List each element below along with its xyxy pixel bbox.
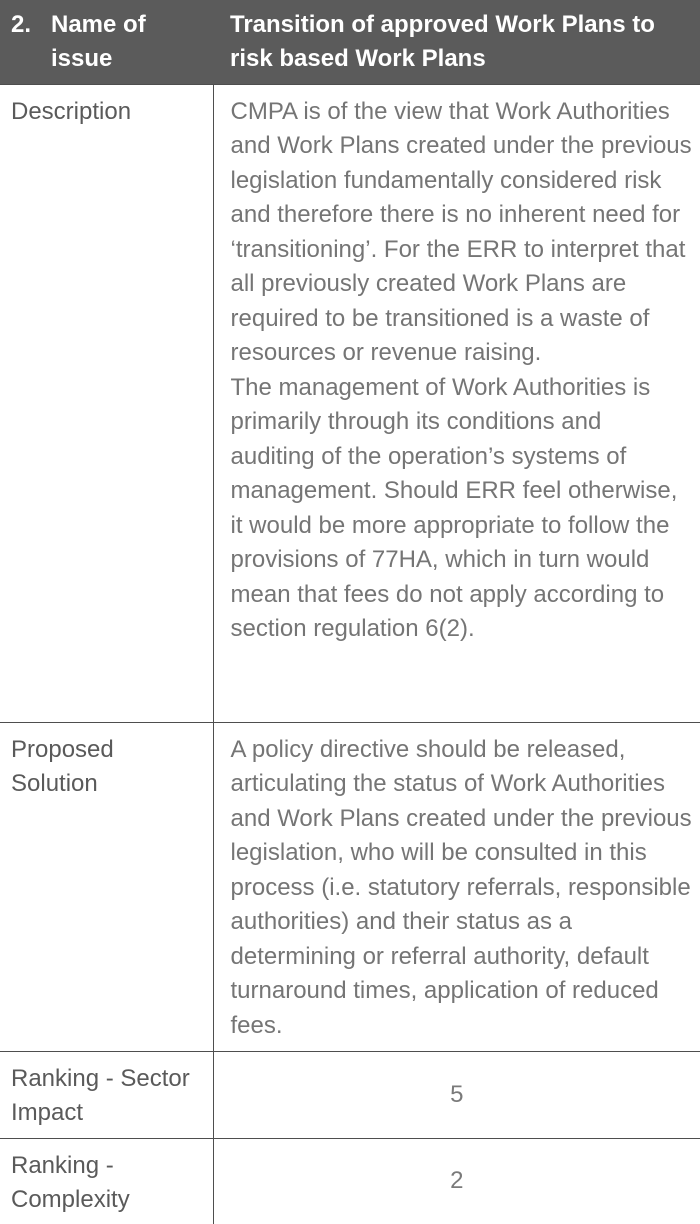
proposed-solution-label: Proposed Solution [0, 722, 213, 1051]
complexity-label: Ranking - Complexity [0, 1138, 213, 1224]
table-row-proposed-solution [0, 722, 700, 1051]
table-row-complexity [0, 1138, 700, 1224]
description-paragraph-1: CMPA is of the view that Work Authorities and Work Plans created under the previous legislation fundamentally considered risk and therefore there is no inherent need for ‘transitioning’. For the ERR to interpret that all previously created Work Plans are required to be transitioned is a waste of resources or revenue raising. [230, 97, 692, 366]
issue-name-label: Name of issue [51, 11, 146, 72]
description-label: Description [0, 84, 213, 722]
proposed-solution-text: A policy directive should be released, articulating the status of Work Authorities and Work Plans created under the previous legislation, who will be consulted in this process (i.e. statutory referrals, responsible authorities) and their status as a determining or referral authority, default turnaround times, application of reduced fees. [213, 722, 700, 1051]
issue-title: Transition of approved Work Plans to risk based Work Plans [213, 0, 700, 84]
issue-number: 2. [11, 11, 32, 38]
sector-impact-label: Ranking - Sector Impact [0, 1051, 213, 1138]
description-paragraph-2: The management of Work Authorities is primarily through its conditions and auditing of the operation’s systems of management. Should ERR feel otherwise, it would be more appropriate to follow the provisions of 77HA, which in turn would mean that fees do not apply according to section regulation 6(2). [230, 373, 678, 642]
complexity-value: 2 [213, 1138, 700, 1224]
sector-impact-value: 5 [213, 1051, 700, 1138]
table-row-description [0, 84, 700, 722]
issue-name-header [0, 0, 213, 84]
description-text [213, 84, 700, 722]
table-row-sector-impact [0, 1051, 700, 1138]
table-header-row [0, 0, 700, 84]
